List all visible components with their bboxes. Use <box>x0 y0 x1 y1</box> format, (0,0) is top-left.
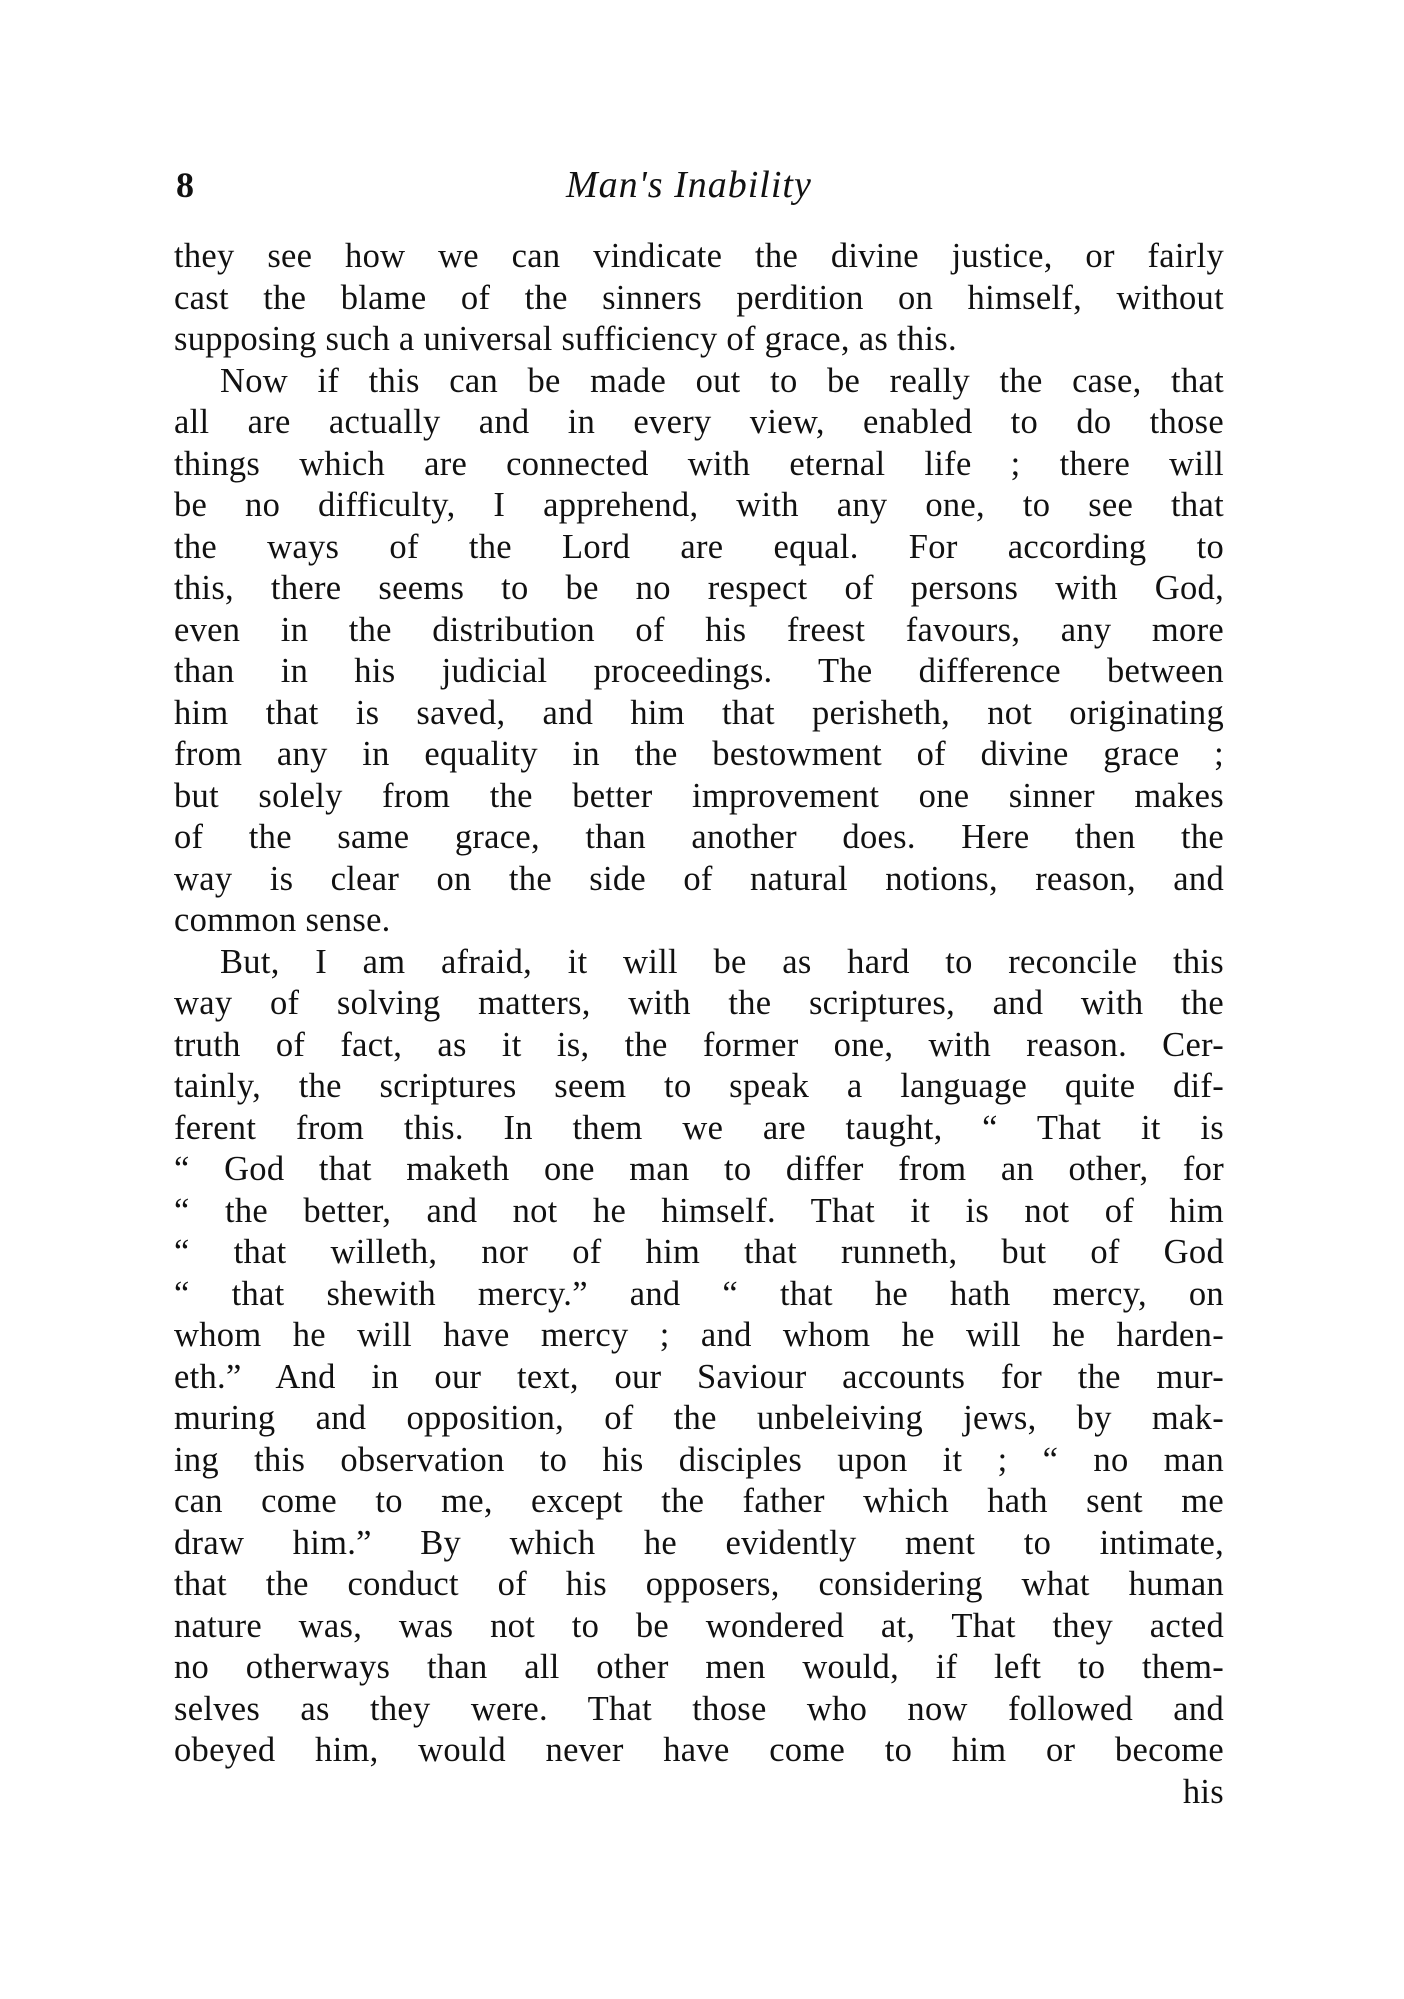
text-line: common sense. <box>174 901 391 939</box>
text-line: tainly, the scriptures seem to speak a language quite dif- <box>174 1067 1224 1105</box>
text-line: “ that shewith mercy.” and “ that he hath mercy, on <box>174 1274 1224 1313</box>
text-line: way is clear on the side of natural notions, reason, and <box>174 859 1224 898</box>
text-line: that the conduct of his opposers, considering what human <box>174 1565 1224 1603</box>
text-line: from any in equality in the bestowment of divine grace ; <box>174 735 1224 773</box>
text-line: of the same grace, than another does. Here then the <box>174 818 1224 856</box>
text-line: “ God that maketh one man to differ from an other, for <box>174 1150 1224 1188</box>
text-line: selves as they were. That those who now followed and <box>174 1689 1224 1728</box>
text-line: can come to me, except the father which hath sent me <box>174 1482 1224 1520</box>
text-line: ing this observation to his disciples upon it ; “ no man <box>174 1440 1224 1479</box>
text-line: they see how we can vindicate the divine justice, or fairly <box>174 237 1224 275</box>
text-line: things which are connected with eternal life ; there will <box>174 444 1224 483</box>
text-line: whom he will have mercy ; and whom he will he harden- <box>174 1316 1224 1354</box>
text-line: all are actually and in every view, enabled to do those <box>174 403 1224 441</box>
text-line: “ the better, and not he himself. That it is not of him <box>174 1191 1224 1230</box>
catchword: his <box>1182 1772 1224 1811</box>
text-line: be no difficulty, I apprehend, with any one, to see that <box>174 486 1224 524</box>
body-text <box>174 236 1224 1813</box>
text-line: “ that willeth, nor of him that runneth, but of God <box>174 1233 1224 1271</box>
text-line: draw him.” By which he evidently ment to intimate, <box>174 1523 1224 1562</box>
text-line: way of solving matters, with the scriptures, and with the <box>174 984 1224 1022</box>
text-line: eth.” And in our text, our Saviour accounts for the mur- <box>174 1357 1224 1396</box>
paragraph-start-line: But, I am afraid, it will be as hard to reconcile this <box>220 942 1224 981</box>
text-line: nature was, was not to be wondered at, That they acted <box>174 1606 1224 1645</box>
text-line: than in his judicial proceedings. The difference between <box>174 652 1224 690</box>
text-line: him that is saved, and him that perisheth, not originating <box>174 693 1224 732</box>
running-title: Man's Inability <box>566 164 812 206</box>
text-line: ferent from this. In them we are taught, “ That it is <box>174 1108 1224 1147</box>
text-line: even in the distribution of his freest favours, any more <box>174 610 1224 649</box>
text-line: cast the blame of the sinners perdition on himself, without <box>174 278 1224 317</box>
text-line: obeyed him, would never have come to him or become <box>174 1731 1224 1769</box>
text-line: muring and opposition, of the unbeleiving jews, by mak- <box>174 1399 1224 1437</box>
text-line: no otherways than all other men would, if left to them- <box>174 1648 1224 1686</box>
text-line: the ways of the Lord are equal. For according to <box>174 527 1224 566</box>
running-head <box>176 160 1246 210</box>
paragraph-start-line: Now if this can be made out to be really the case, that <box>220 361 1224 400</box>
text-line: truth of fact, as it is, the former one, with reason. Cer- <box>174 1025 1224 1064</box>
text-line: supposing such a universal sufficiency of grace, as this. <box>174 320 957 358</box>
text-line: but solely from the better improvement one sinner makes <box>174 776 1224 815</box>
page-number: 8 <box>176 165 194 205</box>
text-line: this, there seems to be no respect of persons with God, <box>174 569 1224 607</box>
